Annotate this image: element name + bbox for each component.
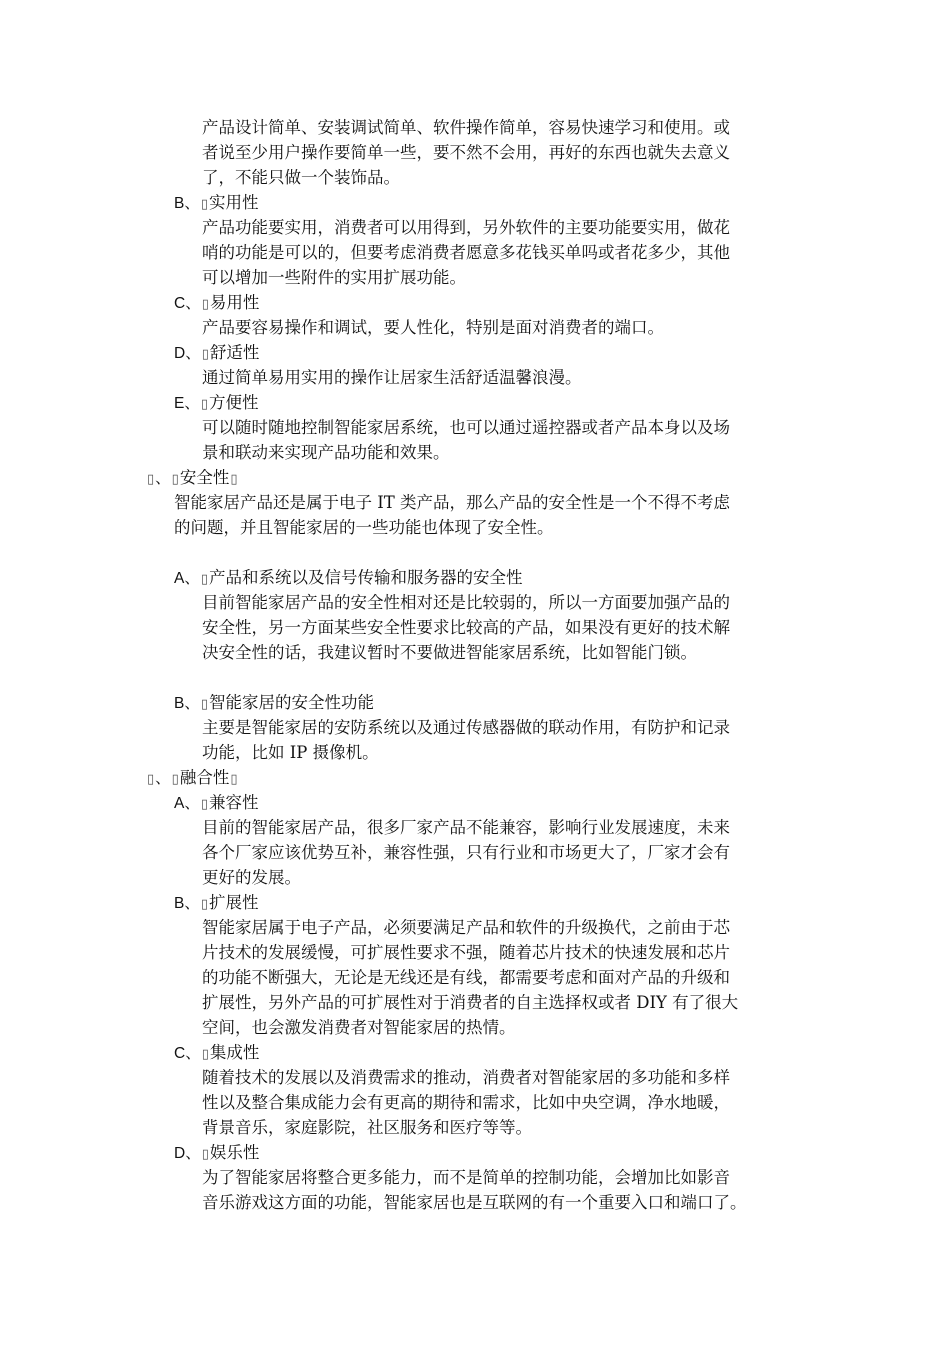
paragraph-line: 为了智能家居将整合更多能力，而不是简单的控制功能，会增加比如影音 [202,1168,730,1187]
paragraph-line: 背景音乐，家庭影院，社区服务和医疗等等。 [202,1118,532,1137]
missing-glyph-icon: ▯ [200,197,208,212]
missing-glyph-icon: ▯ [230,472,238,487]
missing-glyph-icon: ▯ [171,472,179,487]
list-marker: B、 [174,895,200,912]
missing-glyph-icon: ▯ [230,772,238,787]
subsection-heading [174,1140,259,1167]
subsection-heading [174,190,259,217]
list-marker: C、 [174,1045,201,1062]
subsection-heading [174,890,259,917]
heading-title: 产品和系统以及信号传输和服务器的安全性 [209,568,523,587]
missing-glyph-icon: ▯ [201,347,209,362]
paragraph-line: 产品设计简单、安装调试简单、软件操作简单，容易快速学习和使用。或 [202,118,730,137]
missing-glyph-icon: ▯ [200,697,208,712]
paragraph-line: 智能家居属于电子产品，必须要满足产品和软件的升级换代，之前由于芯 [202,918,730,937]
subsection-heading [174,1040,259,1067]
heading-title: 兼容性 [209,793,259,812]
missing-glyph-icon: ▯ [201,297,209,312]
paragraph-line: 目前智能家居产品的安全性相对还是比较弱的，所以一方面要加强产品的 [202,593,730,612]
heading-title: 集成性 [209,1043,260,1062]
subsection-heading [174,790,259,817]
paragraph-line: 性以及整合集成能力会有更高的期待和需求，比如中央空调，净水地暖， [202,1093,730,1112]
missing-glyph-icon: ▯ [147,772,155,787]
paragraph-line: 扩展性，另外产品的可扩展性对于消费者的自主选择权或者 DIY 有了很大 [202,993,739,1012]
paragraph-line: 可以随时随地控制智能家居系统，也可以通过遥控器或者产品本身以及场 [202,418,730,437]
paragraph-line: 者说至少用户操作要简单一些，要不然不会用，再好的东西也就失去意义 [202,143,730,162]
list-marker: E、 [174,395,200,412]
subsection-heading [174,565,523,592]
paragraph-line: 片技术的发展缓慢，可扩展性要求不强，随着芯片技术的快速发展和芯片 [202,943,730,962]
paragraph-line: 哨的功能是可以的，但要考虑消费者愿意多花钱买单吗或者花多少，其他 [202,243,730,262]
missing-glyph-icon: ▯ [201,1147,209,1162]
paragraph-line: 更好的发展。 [202,868,301,887]
paragraph-line: 音乐游戏这方面的功能，智能家居也是互联网的有一个重要入口和端口了。 [202,1193,747,1212]
paragraph-line: 目前的智能家居产品，很多厂家产品不能兼容，影响行业发展速度，未来 [202,818,730,837]
paragraph-line: 功能，比如 IP 摄像机。 [202,743,379,762]
list-marker: C、 [174,295,201,312]
missing-glyph-icon: ▯ [200,897,208,912]
paragraph-line: 产品要容易操作和调试，要人性化，特别是面对消费者的端口。 [202,318,664,337]
paragraph-line: 产品功能要实用，消费者可以用得到，另外软件的主要功能要实用，做花 [202,218,730,237]
list-marker: A、 [174,795,200,812]
heading-title: 娱乐性 [209,1143,260,1162]
paragraph-line: 各个厂家应该优势互补，兼容性强，只有行业和市场更大了，厂家才会有 [202,843,730,862]
missing-glyph-icon: ▯ [147,472,155,487]
heading-title: 易用性 [209,293,260,312]
paragraph-line: 可以增加一些附件的实用扩展功能。 [202,268,466,287]
list-marker: B、 [174,695,200,712]
subsection-heading [174,390,259,417]
heading-title: 智能家居的安全性功能 [209,693,374,712]
list-marker: 、 [155,770,171,787]
heading-title: 扩展性 [209,893,259,912]
section-heading [146,765,238,792]
paragraph-line: 随着技术的发展以及消费需求的推动，消费者对智能家居的多功能和多样 [202,1068,730,1087]
paragraph-line: 的功能不断强大，无论是无线还是有线，都需要考虑和面对产品的升级和 [202,968,730,987]
paragraph-line: 景和联动来实现产品功能和效果。 [202,443,450,462]
missing-glyph-icon: ▯ [200,572,208,587]
paragraph-line: 的问题，并且智能家居的一些功能也体现了安全性。 [174,518,554,537]
missing-glyph-icon: ▯ [171,772,179,787]
list-marker: A、 [174,570,200,587]
list-marker: D、 [174,345,201,362]
paragraph-line: 智能家居产品还是属于电子 IT 类产品，那么产品的安全性是一个不得不考虑 [174,493,731,512]
paragraph-line: 主要是智能家居的安防系统以及通过传感器做的联动作用，有防护和记录 [202,718,730,737]
missing-glyph-icon: ▯ [200,797,208,812]
list-marker: B、 [174,195,200,212]
subsection-heading [174,290,259,317]
subsection-heading [174,340,259,367]
paragraph-line: 了，不能只做一个装饰品。 [202,168,400,187]
heading-title: 实用性 [209,193,259,212]
heading-title: 舒适性 [209,343,260,362]
paragraph-line: 决安全性的话，我建议暂时不要做进智能家居系统，比如智能门锁。 [202,643,697,662]
list-marker: D、 [174,1145,201,1162]
heading-title: 方便性 [209,393,259,412]
list-marker: 、 [155,470,171,487]
missing-glyph-icon: ▯ [201,1047,209,1062]
section-heading [146,465,238,492]
heading-title: 安全性 [179,468,230,487]
subsection-heading [174,690,374,717]
paragraph-line: 通过简单易用实用的操作让居家生活舒适温馨浪漫。 [202,368,582,387]
paragraph-line: 空间，也会激发消费者对智能家居的热情。 [202,1018,516,1037]
heading-title: 融合性 [179,768,230,787]
missing-glyph-icon: ▯ [200,397,208,412]
paragraph-line: 安全性，另一方面某些安全性要求比较高的产品，如果没有更好的技术解 [202,618,730,637]
